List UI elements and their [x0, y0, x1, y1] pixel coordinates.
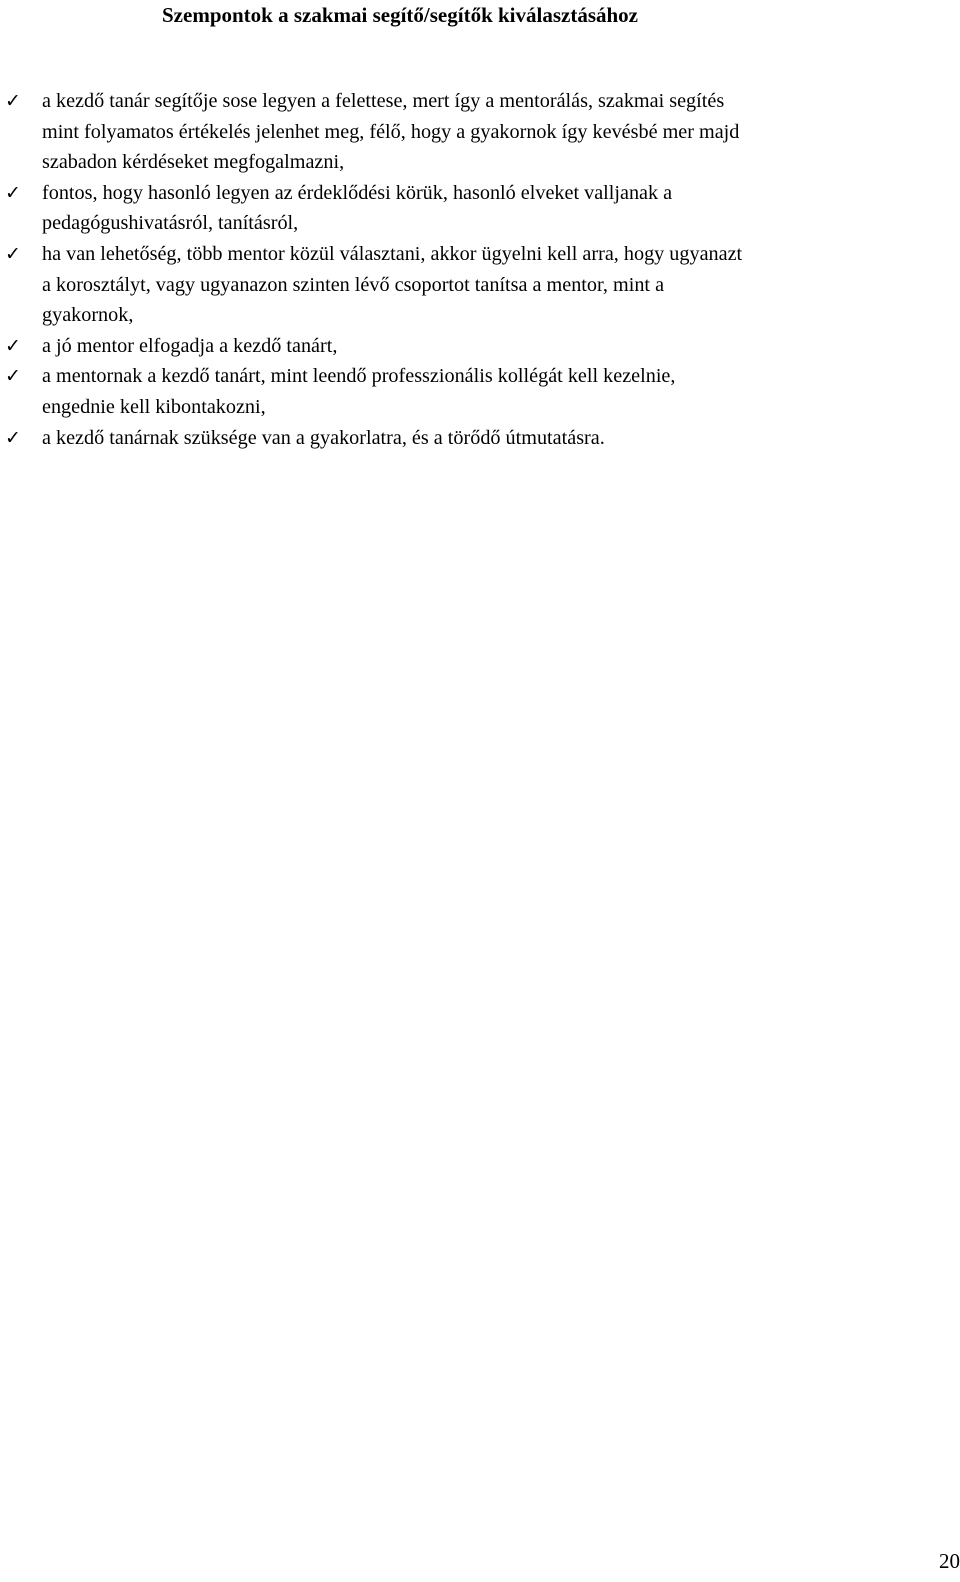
checkmark-icon: ✓	[5, 365, 21, 388]
page-title: Szempontok a szakmai segítő/segítők kiválasztásához	[162, 3, 639, 27]
list-item	[0, 178, 960, 239]
list-item	[0, 331, 960, 362]
list-item	[0, 423, 960, 454]
list-item	[0, 239, 960, 331]
list-item-line: a kezdő tanár segítője sose legyen a felettese, mert így a mentorálás, szakmai segítés	[42, 90, 725, 112]
list-item-line: engednie kell kibontakozni,	[42, 395, 266, 418]
checkmark-icon: ✓	[5, 334, 21, 357]
list-item-line: pedagógushivatásról, tanításról,	[42, 212, 299, 235]
list-item-line: a korosztályt, vagy ugyanazon szinten lévő csoportot tanítsa a mentor, mint a	[42, 273, 665, 296]
list-item	[0, 86, 960, 178]
list-item	[0, 361, 960, 422]
list-item-line: fontos, hogy hasonló legyen az érdeklődési körük, hasonló elveket valljanak a	[42, 181, 673, 204]
list-item-line: mint folyamatos értékelés jelenhet meg, félő, hogy a gyakornok így kevésbé mer majd	[42, 120, 740, 143]
list-item-line: gyakornok,	[42, 304, 134, 327]
list-item-line: a mentornak a kezdő tanárt, mint leendő professzionális kollégát kell kezelnie,	[42, 365, 676, 388]
checkmark-icon: ✓	[5, 242, 21, 265]
checkmark-icon: ✓	[5, 90, 21, 112]
list-item-line: a jó mentor elfogadja a kezdő tanárt,	[42, 334, 338, 357]
checkmark-icon: ✓	[5, 426, 21, 449]
list-item-line: ha van lehetőség, több mentor közül választani, akkor ügyelni kell arra, hogy ugyanazt	[42, 242, 743, 265]
page-number: 20	[939, 1549, 960, 1573]
list-item-line: szabadon kérdéseket megfogalmazni,	[42, 151, 345, 174]
checkmark-icon: ✓	[5, 181, 21, 204]
checklist	[0, 86, 960, 453]
list-item-line: a kezdő tanárnak szüksége van a gyakorlatra, és a törődő útmutatásra.	[42, 426, 605, 449]
